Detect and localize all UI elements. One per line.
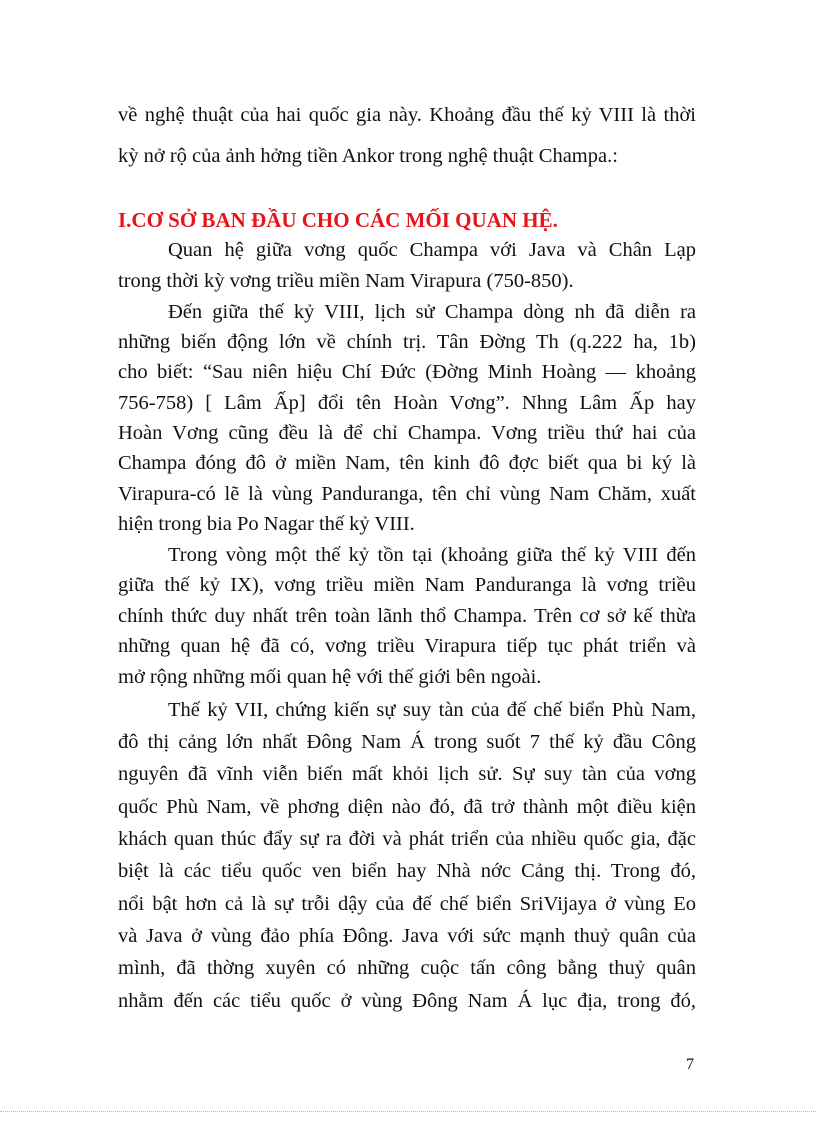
para4-line-4: quốc Phù Nam, về phơng diện nào đó, đã trở thành một điều kiện: [118, 796, 696, 818]
para2-line-2: những biến động lớn về chính trị. Tân Đờng Th (q.222 ha, 1b): [118, 331, 696, 353]
para3-line-1: Trong vòng một thế kỷ tồn tại (khoảng giữa thế kỷ VIII đến: [168, 544, 696, 566]
para4-line-3: nguyên đã vĩnh viễn biến mất khỏi lịch sử. Sự suy tàn của vơng: [118, 763, 696, 785]
para4-line-8: và Java ở vùng đảo phía Đông. Java với sức mạnh thuỷ quân của: [118, 925, 696, 947]
para4-line-5: khách quan thúc đẩy sự ra đời và phát triển của nhiều quốc gia, đặc: [118, 828, 696, 850]
footer-divider: [0, 1111, 816, 1112]
para2-line-5: Hoàn Vơng cũng đều là để chỉ Champa. Vơng triều thứ hai của: [118, 422, 696, 444]
section-heading: I.CƠ SỞ BAN ĐẦU CHO CÁC MỐI QUAN HỆ.: [118, 208, 558, 232]
page-number: 7: [686, 1056, 694, 1073]
para1-line-2: trong thời kỳ vơng triều miền Nam Virapura (750-850).: [118, 270, 574, 292]
para1-line-1: Quan hệ giữa vơng quốc Champa với Java và Chân Lạp: [168, 239, 696, 261]
intro-line-1: về nghệ thuật của hai quốc gia này. Khoảng đầu thế kỷ VIII là thời: [118, 104, 696, 126]
para4-line-6: biệt là các tiểu quốc ven biển hay Nhà nớc Cảng thị. Trong đó,: [118, 860, 696, 882]
para2-line-6: Champa đóng đô ở miền Nam, tên kinh đô đợc biết qua bi ký là: [118, 452, 696, 474]
para2-line-3: cho biết: “Sau niên hiệu Chí Đức (Đờng Minh Hoàng — khoảng: [118, 361, 696, 383]
para3-line-5: mở rộng những mối quan hệ với thế giới bên ngoài.: [118, 666, 542, 688]
para2-line-8: hiện trong bia Po Nagar thế kỷ VIII.: [118, 513, 415, 535]
para2-line-4: 756-758) [ Lâm Ấp] đổi tên Hoàn Vơng”. Nhng Lâm Ấp hay: [118, 392, 696, 414]
para4-line-1: Thế kỷ VII, chứng kiến sự suy tàn của đế chế biển Phù Nam,: [168, 699, 696, 721]
para4-line-2: đô thị cảng lớn nhất Đông Nam Á trong suốt 7 thế kỷ đầu Công: [118, 731, 696, 753]
para4-line-9: mình, đã thờng xuyên có những cuộc tấn công bằng thuỷ quân: [118, 957, 696, 979]
intro-line-2: kỳ nở rộ của ảnh hởng tiền Ankor trong nghệ thuật Champa.:: [118, 145, 618, 167]
para4-line-10: nhằm đến các tiểu quốc ở vùng Đông Nam Á lục địa, trong đó,: [118, 990, 696, 1012]
para2-line-7: Virapura-có lẽ là vùng Panduranga, tên chỉ vùng Nam Chăm, xuất: [118, 483, 696, 505]
para3-line-2: giữa thế kỷ IX), vơng triều miền Nam Panduranga là vơng triều: [118, 574, 696, 596]
para4-line-7: nổi bật hơn cả là sự trỗi dậy của đế chế biển SriVijaya ở vùng Eo: [118, 893, 696, 915]
para2-line-1: Đến giữa thế kỷ VIII, lịch sử Champa dòng nh đã diễn ra: [168, 301, 696, 323]
para3-line-4: những quan hệ đã có, vơng triều Virapura tiếp tục phát triển và: [118, 635, 696, 657]
para3-line-3: chính thức duy nhất trên toàn lãnh thổ Champa. Trên cơ sở kế thừa: [118, 605, 696, 627]
